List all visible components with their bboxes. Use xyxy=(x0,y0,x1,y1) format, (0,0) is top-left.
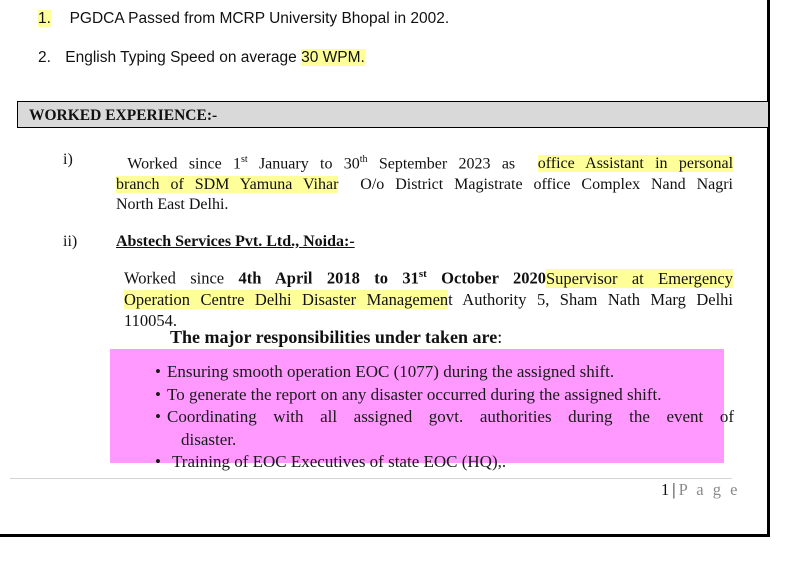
job-title-highlight: Operation Centre Delhi Disaster Managemen xyxy=(124,289,449,309)
responsibilities-heading: The major responsibilities under taken are: xyxy=(170,327,503,347)
experience-paragraph-2 xyxy=(124,264,733,331)
job-title-highlight: Supervisor at Emergency xyxy=(545,268,733,288)
qualification-item-1 xyxy=(38,10,449,28)
experience-number: i) xyxy=(63,151,73,168)
experience-line: Operation Centre Delhi Disaster Management Authority 5, Sham Nath Marg Delhi xyxy=(124,289,734,309)
qualification-text: English Typing Speed on average xyxy=(65,49,302,66)
footer-divider xyxy=(10,478,732,479)
list-item: • To generate the report on any disaster occurred during the assigned shift. xyxy=(155,384,734,407)
experience-paragraph-1 xyxy=(116,150,733,216)
bullet-icon: • xyxy=(155,407,161,426)
qualification-number: 1. xyxy=(38,10,51,27)
job-title-highlight: branch of SDM Yamuna Vihar xyxy=(116,175,339,193)
bullet-icon: • xyxy=(155,362,161,381)
page-number: 1 xyxy=(661,480,670,499)
experience-line: Worked since 4th April 2018 to 31st October 2020Supervisor at Emergency xyxy=(124,268,733,288)
page-edge-right xyxy=(767,0,770,537)
section-title: WORKED EXPERIENCE:- xyxy=(29,107,218,124)
qualification-text: PGDCA Passed from MCRP University Bhopal in 2002. xyxy=(69,10,450,27)
section-header-bar xyxy=(17,101,769,128)
experience-line: North East Delhi. xyxy=(116,196,229,214)
job-title-highlight: office Assistant in personal xyxy=(537,155,734,173)
page-footer xyxy=(661,480,740,500)
page-label: P a g e xyxy=(678,480,740,499)
page-edge-bottom xyxy=(0,534,770,537)
typing-speed-highlight: 30 WPM. xyxy=(301,49,365,66)
list-item: • Coordinating with all assigned govt. authorities during the event of xyxy=(155,406,734,429)
experience-line: 110054. xyxy=(124,310,178,330)
bullet-icon: • xyxy=(155,384,161,404)
page-separator: | xyxy=(672,480,676,499)
list-item-continuation: disaster. xyxy=(181,429,237,449)
bullet-icon: • xyxy=(155,452,161,471)
qualification-number: 2. xyxy=(38,49,51,66)
company-name: Abstech Services Pvt. Ltd., Noida:- xyxy=(116,233,355,250)
experience-line: branch of SDM Yamuna Vihar O/o District Magistrate office Complex Nand Nagri xyxy=(116,175,734,193)
experience-line: Worked since 1st January to 30th September 2023 as office Assistant in personal xyxy=(127,154,734,173)
list-item: • Training of EOC Executives of state EOC (HQ),. xyxy=(155,451,734,474)
responsibilities-list xyxy=(155,361,734,474)
experience-number: ii) xyxy=(63,233,78,250)
list-item: • Ensuring smooth operation EOC (1077) during the assigned shift. xyxy=(155,361,734,384)
qualification-item-2 xyxy=(38,49,365,67)
